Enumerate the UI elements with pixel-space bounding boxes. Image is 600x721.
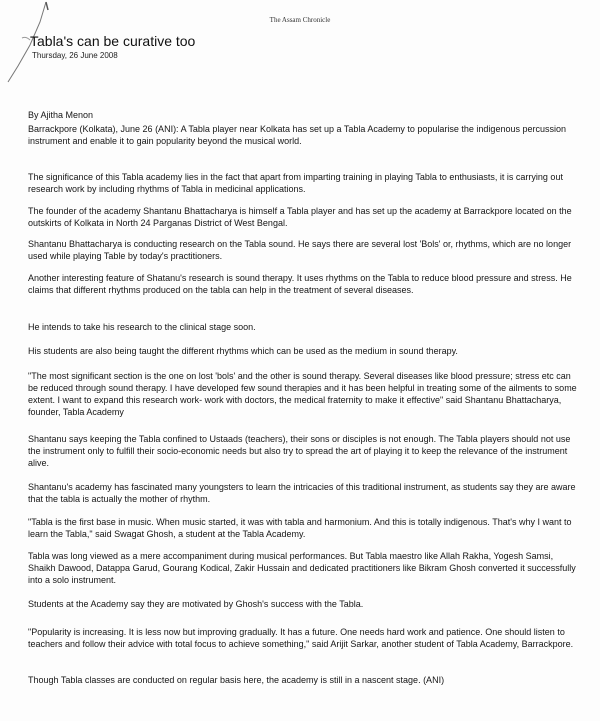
article-title: Tabla's can be curative too (30, 33, 196, 49)
article-byline: By Ajitha Menon (28, 110, 94, 120)
paragraph-12: Tabla was long viewed as a mere accompaniment during musical performances. But Tabla maestro like Allah Rakha, Yogesh Samsi, Shaikh Dawood, Datappa Garud, Gourang Kodical, Zakir Hussain and dedicated practitioners like Bikram Ghosh converted it successfully into a solo instrument. (28, 551, 576, 585)
paragraph-15: Though Tabla classes are conducted on regular basis here, the academy is still in a nascent stage. (ANI) (28, 675, 445, 685)
paragraph-13: Students at the Academy say they are motivated by Ghosh's success with the Tabla. (28, 599, 364, 609)
paragraph-14: "Popularity is increasing. It is less now but improving gradually. It has a future. One needs hard work and patience. One should listen to teachers and follow their advice with total focus to achieve something," said Arijit Sarkar, another student of Tabla Academy, Barrackpore. (28, 627, 574, 649)
paragraph-8: "The most significant section is the one on lost 'bols' and the other is sound therapy. Several diseases like blood pressure; stress etc can be reduced through sound therapy. I have developed few sound therapies and it has been helpful in treating some of the ailments to some extent. I want to expand this research work- work with doctors, the medical fraternity to make it effective" said Shantanu Bhattacharya, founder, Tabla Academy (28, 371, 577, 417)
paragraph-6: He intends to take his research to the clinical stage soon. (28, 322, 256, 332)
paragraph-9: Shantanu says keeping the Tabla confined to Ustaads (teachers), their sons or disciples is not enough. The Tabla players should not use the instrument only to fulfill their socio-economic needs but also try to spread the art of playing it to keep the relevance of the instrument alive. (28, 434, 571, 468)
paragraph-10: Shantanu's academy has fascinated many youngsters to learn the intricacies of this traditional instrument, as students say they are aware that the tabla is actually the mother of rhythm. (28, 482, 576, 504)
paragraph-11: "Tabla is the first base in music. When music started, it was with tabla and harmonium. And this is totally indigenous. That's why I want to learn the Tabla," said Swagat Ghosh, a student at the Tabla Academy. (28, 517, 572, 539)
paragraph-5: Another interesting feature of Shatanu's research is sound therapy. It uses rhythms on the Tabla to reduce blood pressure and stress. He claims that different rhythms produced on the tabla can help in the treatment of several diseases. (28, 273, 572, 295)
paragraph-7: His students are also being taught the different rhythms which can be used as the medium in sound therapy. (28, 346, 458, 356)
newspaper-masthead: The Assam Chronicle (269, 16, 331, 24)
paragraph-4: Shantanu Bhattacharya is conducting research on the Tabla sound. He says there are several lost 'Bols' or, rhythms, which are no longer used while playing Table by today's practitioners. (28, 239, 572, 261)
paragraph-1: Barrackpore (Kolkata), June 26 (ANI): A Tabla player near Kolkata has set up a Tabla Academy to popularise the indigenous percussion instrument and enable it to gain popularity beyond the musical world. (28, 124, 566, 146)
paragraph-3: The founder of the academy Shantanu Bhattacharya is himself a Tabla player and has set up the academy at Barrackpore located on the outskirts of Kolkata in North 24 Parganas District of West Bengal. (28, 206, 572, 228)
article-date: Thursday, 26 June 2008 (32, 51, 118, 60)
paragraph-2: The significance of this Tabla academy lies in the fact that apart from imparting training in playing Tabla to enthusiasts, it is carrying out research work by including rhythms of Tabla in medicinal applications. (28, 172, 563, 194)
